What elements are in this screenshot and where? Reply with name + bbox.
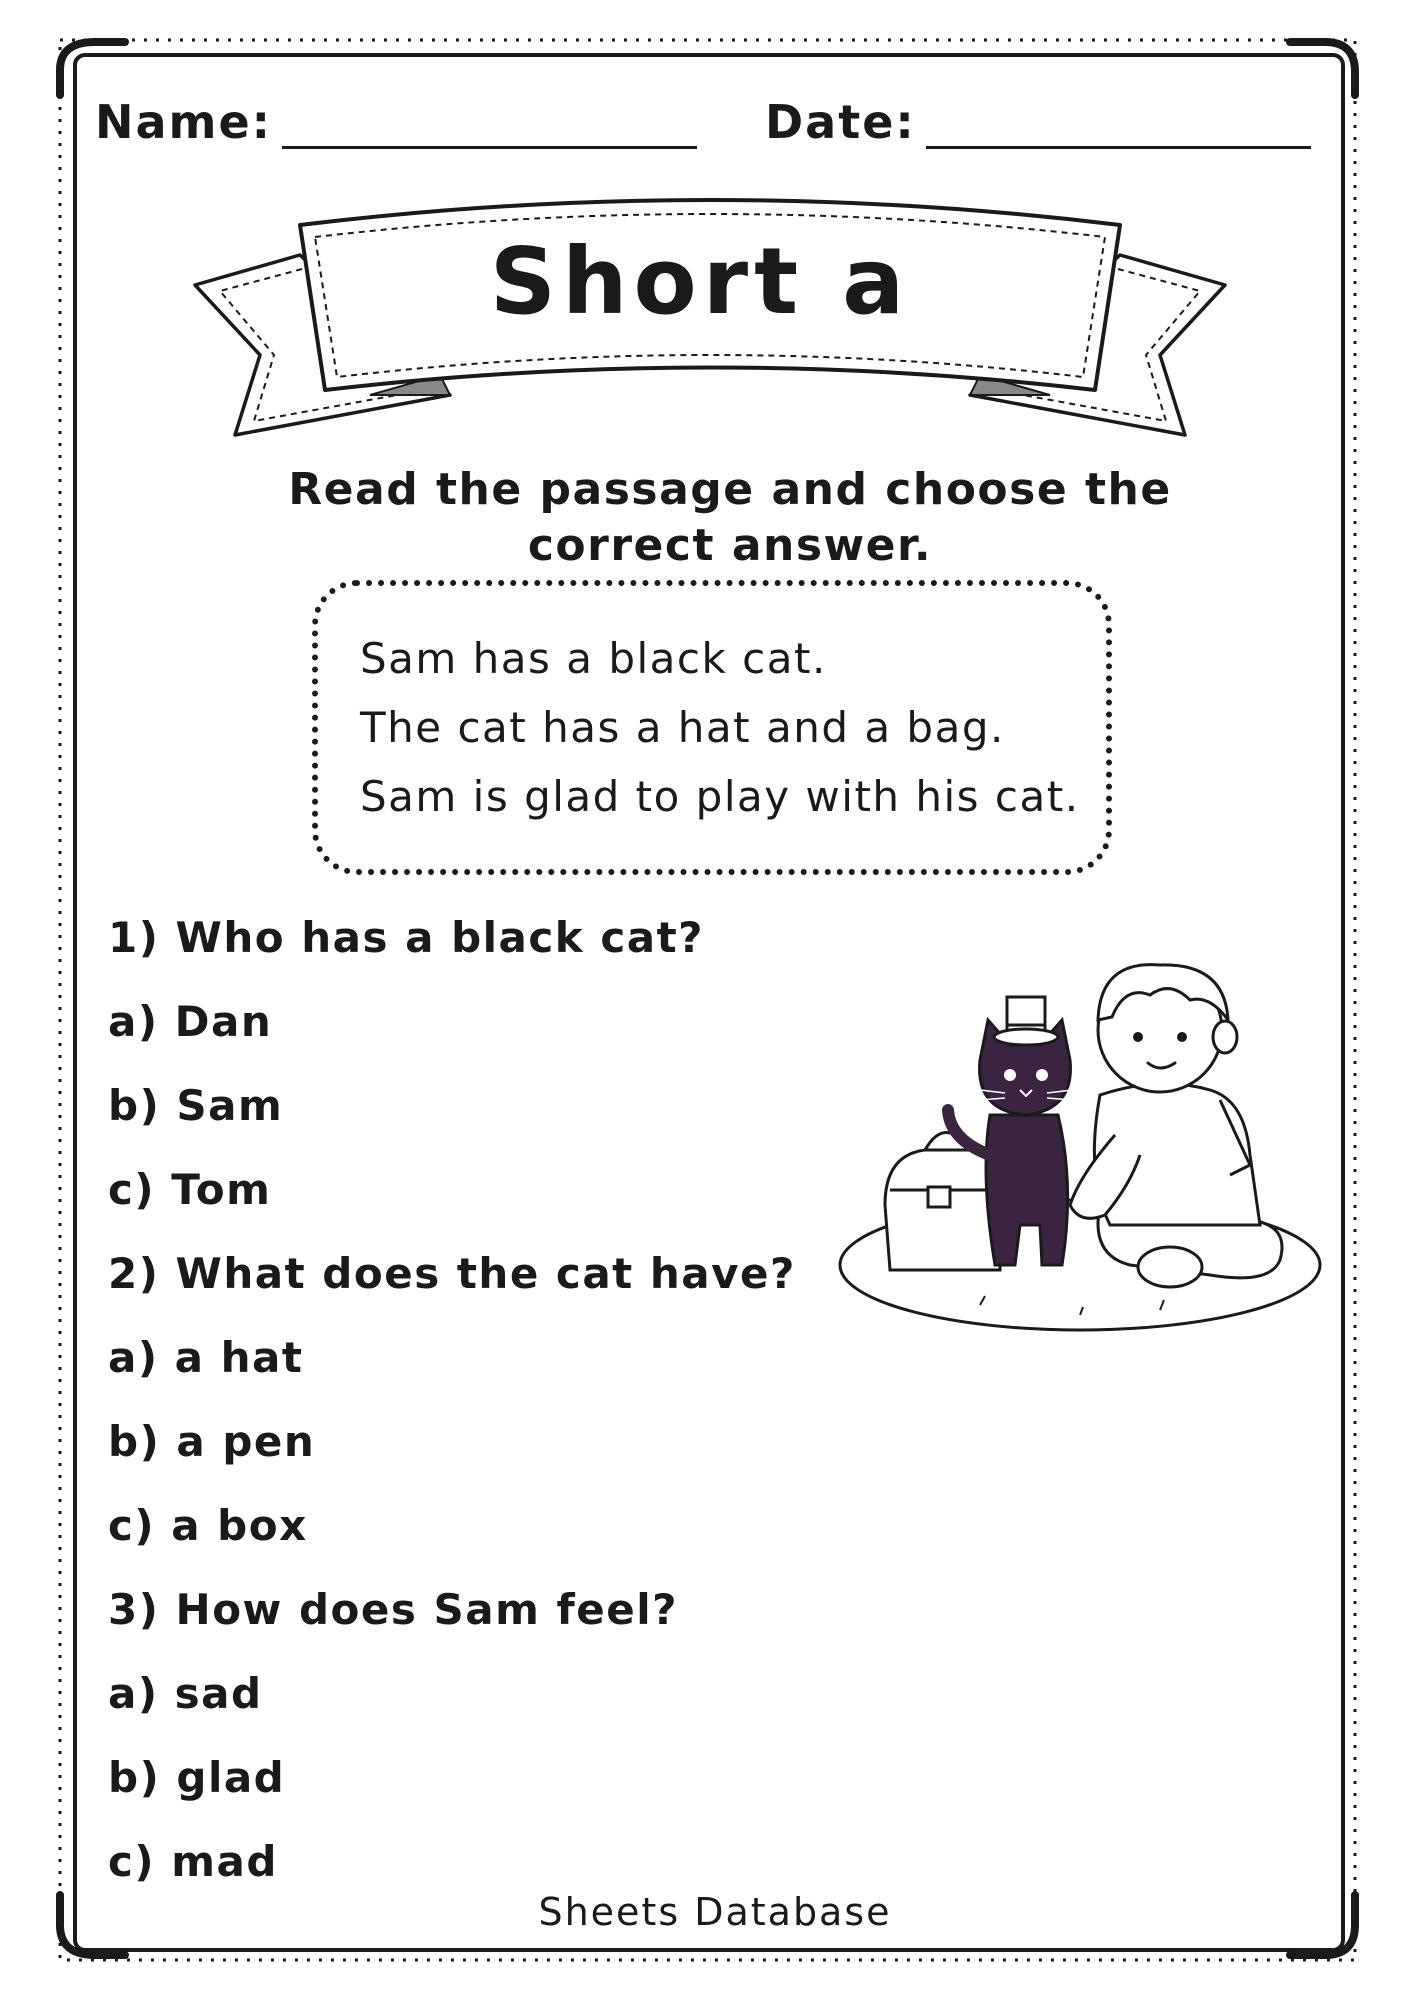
option-3b[interactable]: b) glad [108,1753,286,1802]
option-2a[interactable]: a) a hat [108,1333,304,1382]
footer-credit: Sheets Database [538,1890,892,1934]
date-label: Date: [765,95,916,149]
question-3: 3) How does Sam feel? [108,1585,678,1634]
question-1: 1) Who has a black cat? [108,913,705,962]
option-3c[interactable]: c) mad [108,1837,278,1886]
name-field[interactable] [95,95,697,149]
option-2c[interactable]: c) a box [108,1501,308,1550]
passage-box [312,580,1112,875]
date-write-line[interactable] [926,102,1311,149]
option-1c[interactable]: c) Tom [108,1165,272,1214]
name-label: Name: [95,95,273,149]
header-fields [95,95,1305,155]
option-2b[interactable]: b) a pen [108,1417,316,1466]
worksheet-title: Short a [489,228,911,335]
option-1b[interactable]: b) Sam [108,1081,284,1130]
name-write-line[interactable] [282,102,697,149]
passage-line: Sam has a black cat. [360,634,827,683]
passage-line: The cat has a hat and a bag. [360,703,1005,752]
boy-and-cat-illustration [830,925,1330,1345]
option-3a[interactable]: a) sad [108,1669,263,1718]
bag [885,1150,1000,1270]
option-1a[interactable]: a) Dan [108,997,273,1046]
shoe [1138,1247,1202,1287]
question-2: 2) What does the cat have? [108,1249,796,1298]
passage-line: Sam is glad to play with his cat. [360,772,1080,821]
date-field[interactable] [765,95,1311,149]
instructions: Read the passage and choose the correct answer. [288,464,1172,571]
